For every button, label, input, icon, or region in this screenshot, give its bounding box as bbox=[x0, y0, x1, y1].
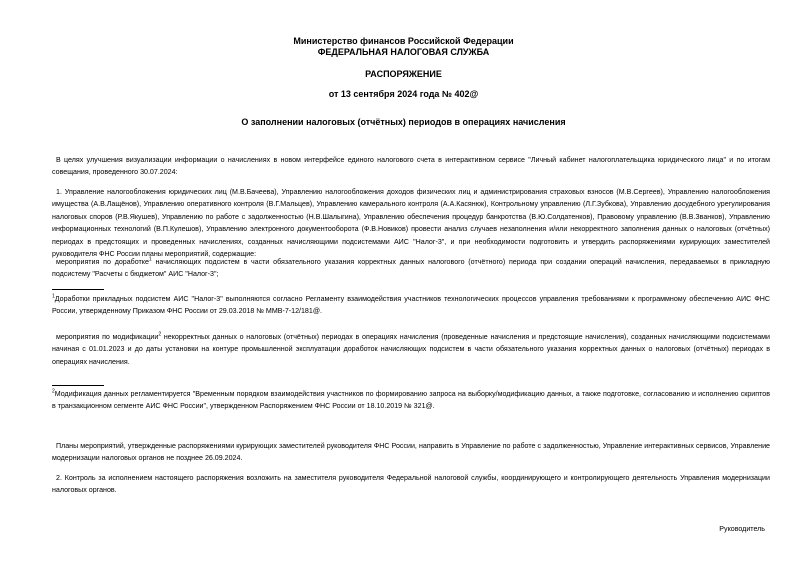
intro-paragraph: В целях улучшения визуализации информации о начислениях в новом интерфейсе единого налогового счета в интерактивном сервисе "Личный кабинет налогоплательщика юридического лица" и по итогам совещания, проведенного 30.07.2024: bbox=[52, 156, 770, 177]
footnote-1-number: 1 bbox=[52, 293, 55, 300]
footnote-2-divider bbox=[52, 385, 104, 386]
footnote-1-text: Доработки прикладных подсистем АИС "Налог-3" выполняются согласно Регламенту взаимодействия участников технологических процессов управления требованиями к программному обеспечению АИС ФНС России, утвержденному Приказом ФНС России от 29.03.2018 № ММВ-7-12/181@. bbox=[52, 295, 770, 316]
measures-2-text: некорректных данных о налоговых (отчётных) периодах в операциях начисления (проведенные начисления и предстоящие начисления), созданных начисляющими подсистемами начиная с 01.01.2023 и до даты установки на контуре промышленной эксплуатации доработок начисляющих подсистем в части обязательного указания корректных данных о налоговых (отчётных) периодах в операциях начисления. bbox=[52, 333, 771, 366]
measures-2-paragraph bbox=[52, 331, 770, 368]
document-subject: О заполнении налоговых (отчётных) периодов в операциях начисления bbox=[241, 117, 566, 127]
item-1-paragraph: 1. Управление налогообложения юридических лиц (М.В.Бачеева), Управлению налогообложения доходов физических лиц и администрирования страховых взносов (М.В.Сергеев), Управлению налогообложения имущества (А.В.Лащёнов), Управлению оперативного контроля (В.Г.Мальцев), Управлению камерального контроля (А.А.Касянюк), Контрольному управлению (Л.Г.Зубкова), Управлению досудебного урегулирования налоговых споров (Р.В.Якушев), Управлению по работе с задолженностью (Н.В.Шалыгина), Управлению обеспечения процедур банкротства (В.Ю.Солдатенков), Правовому управлению (В.В.Званков), Управлению информационных технологий (В.П.Кулешов), Управлению электронного документооборота (Ф.В.Новиков) провести анализ случаев незаполнения и/или некорректного заполнения данных о налоговых (отчётных) периодах в предстоящих и проведенных начислениях, созданных начисляющими подсистемами АИС "Налог-3", и при необходимости подготовить и утвердить распоряжениями курирующих заместителей руководителя ФНС России планы мероприятий, содержащие: bbox=[52, 188, 770, 259]
ministry-title: Министерство финансов Российской Федерации bbox=[293, 36, 514, 46]
footnote-1 bbox=[52, 293, 770, 318]
service-title: ФЕДЕРАЛЬНАЯ НАЛОГОВАЯ СЛУЖБА bbox=[317, 47, 490, 57]
plans-paragraph: Планы мероприятий, утвержденные распоряжениями курирующих заместителей руководителя ФНС России, направить в Управление по работе с задолженностью, Управление интерактивных сервисов, Управление модернизации налоговых органов не позднее 26.09.2024. bbox=[52, 442, 770, 463]
signature-title: Руководитель bbox=[719, 525, 765, 533]
document-type: РАСПОРЯЖЕНИЕ bbox=[365, 69, 442, 79]
footnote-2 bbox=[52, 388, 770, 413]
footnote-2-text: Модификация данных регламентируется "Временным порядком взаимодействия участников по формированию запроса на выборку/модификацию данных, а также подготовке, согласованию и исполнению скриптов в транзакционном сегменте АИС ФНС России", утвержденном Распоряжением ФНС России от 18.10.2019 № 321@. bbox=[52, 390, 770, 411]
footnote-2-marker: 2 bbox=[158, 331, 162, 338]
footnote-2-number: 2 bbox=[52, 388, 55, 395]
document-date-number: от 13 сентября 2024 года № 402@ bbox=[328, 89, 479, 99]
footnote-1-marker: 1 bbox=[148, 256, 152, 263]
measures-1-lead: мероприятия по доработке bbox=[56, 258, 149, 266]
footnote-1-divider bbox=[52, 289, 104, 290]
item-2-paragraph: 2. Контроль за исполнением настоящего распоряжения возложить на заместителя руководителя Федеральной налоговой службы, координирующего и контролирующего деятельность Управления модернизации налоговых органов. bbox=[52, 474, 770, 495]
measures-1-text: начисляющих подсистем в части обязательного указания корректных данных налогового (отчётного) периода при создании операций начисления, передаваемых в прикладную подсистему "Расчеты с бюджетом" АИС "Налог-3"; bbox=[52, 258, 770, 279]
measures-1-paragraph bbox=[52, 256, 770, 281]
measures-2-lead: мероприятия по модификации bbox=[56, 333, 159, 341]
